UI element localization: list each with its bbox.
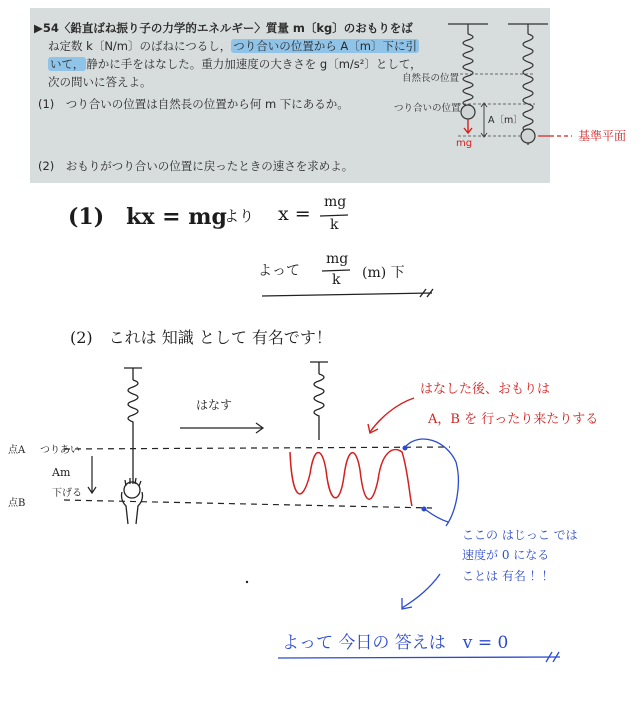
red-note-line-2: A，B を 行ったり来たりする bbox=[428, 412, 599, 427]
red-note-line-1: はなした後、おもりは bbox=[420, 382, 551, 397]
point-a-label: 点A bbox=[8, 445, 26, 456]
answer1-x-equals: x = bbox=[278, 203, 311, 225]
problem-line-4: 次の問いに答えよ。 bbox=[48, 75, 152, 89]
answer1-unit: (m) 下 bbox=[362, 265, 405, 281]
problem-line-1: ▶54〈鉛直ばね振り子の力学的エネルギー〉質量 m〔kg〕のおもりをば bbox=[34, 21, 413, 35]
final-answer: よって 今日の 答えは v = 0 bbox=[282, 633, 509, 653]
highlight-text-2: いて， bbox=[50, 57, 85, 71]
answer1-frac-den: k bbox=[330, 217, 339, 233]
tsuriai-label: つりあい bbox=[40, 445, 80, 456]
force-label-mg: mg bbox=[456, 138, 473, 149]
hanasu-label: はなす bbox=[196, 398, 233, 412]
natural-length-label: 自然長の位置 bbox=[402, 73, 460, 84]
amplitude-label: A〔m〕 bbox=[488, 115, 523, 126]
point-b-label: 点B bbox=[8, 498, 26, 509]
question-1: (1) つり合いの位置は自然長の位置から何 m 下にあるか。 bbox=[38, 97, 349, 111]
equilibrium-label: つり合いの位置 bbox=[394, 103, 461, 114]
answer1-frac2-num: mg bbox=[326, 251, 349, 267]
am-label: Am bbox=[52, 466, 71, 479]
answer1-equation: (1) kx = mg bbox=[68, 204, 227, 230]
blue-note-line-3: ことは 有名 ！！ bbox=[462, 569, 554, 583]
problem-line-2-text: ね定数 k〔N/m〕のばねにつるし， bbox=[48, 39, 232, 53]
answer2-intro: (2) これは 知識 として 有名です！ bbox=[70, 328, 332, 347]
answer1-frac-num: mg bbox=[324, 194, 347, 210]
answer1-yori: より bbox=[224, 207, 255, 225]
answer1-yotte: よって bbox=[258, 263, 300, 279]
blue-note-line-1: ここの はじっこ では bbox=[462, 528, 578, 542]
sageru-label: 下げる bbox=[52, 488, 82, 499]
question-2: (2) おもりがつり合いの位置に戻ったときの速さを求めよ。 bbox=[38, 159, 354, 173]
problem-line-3-text: 静かに手をはなした。重力加速度の大きさを g〔m/s²〕として， bbox=[86, 57, 422, 71]
oscillation-curve bbox=[290, 450, 412, 506]
highlight-text-1: つり合いの位置から A〔m〕下に引 bbox=[233, 39, 417, 53]
blue-note-line-2: 速度が 0 になる bbox=[462, 548, 550, 562]
reference-plane-label: 基準平面 bbox=[578, 129, 627, 143]
answer1-frac2-den: k bbox=[332, 272, 341, 288]
